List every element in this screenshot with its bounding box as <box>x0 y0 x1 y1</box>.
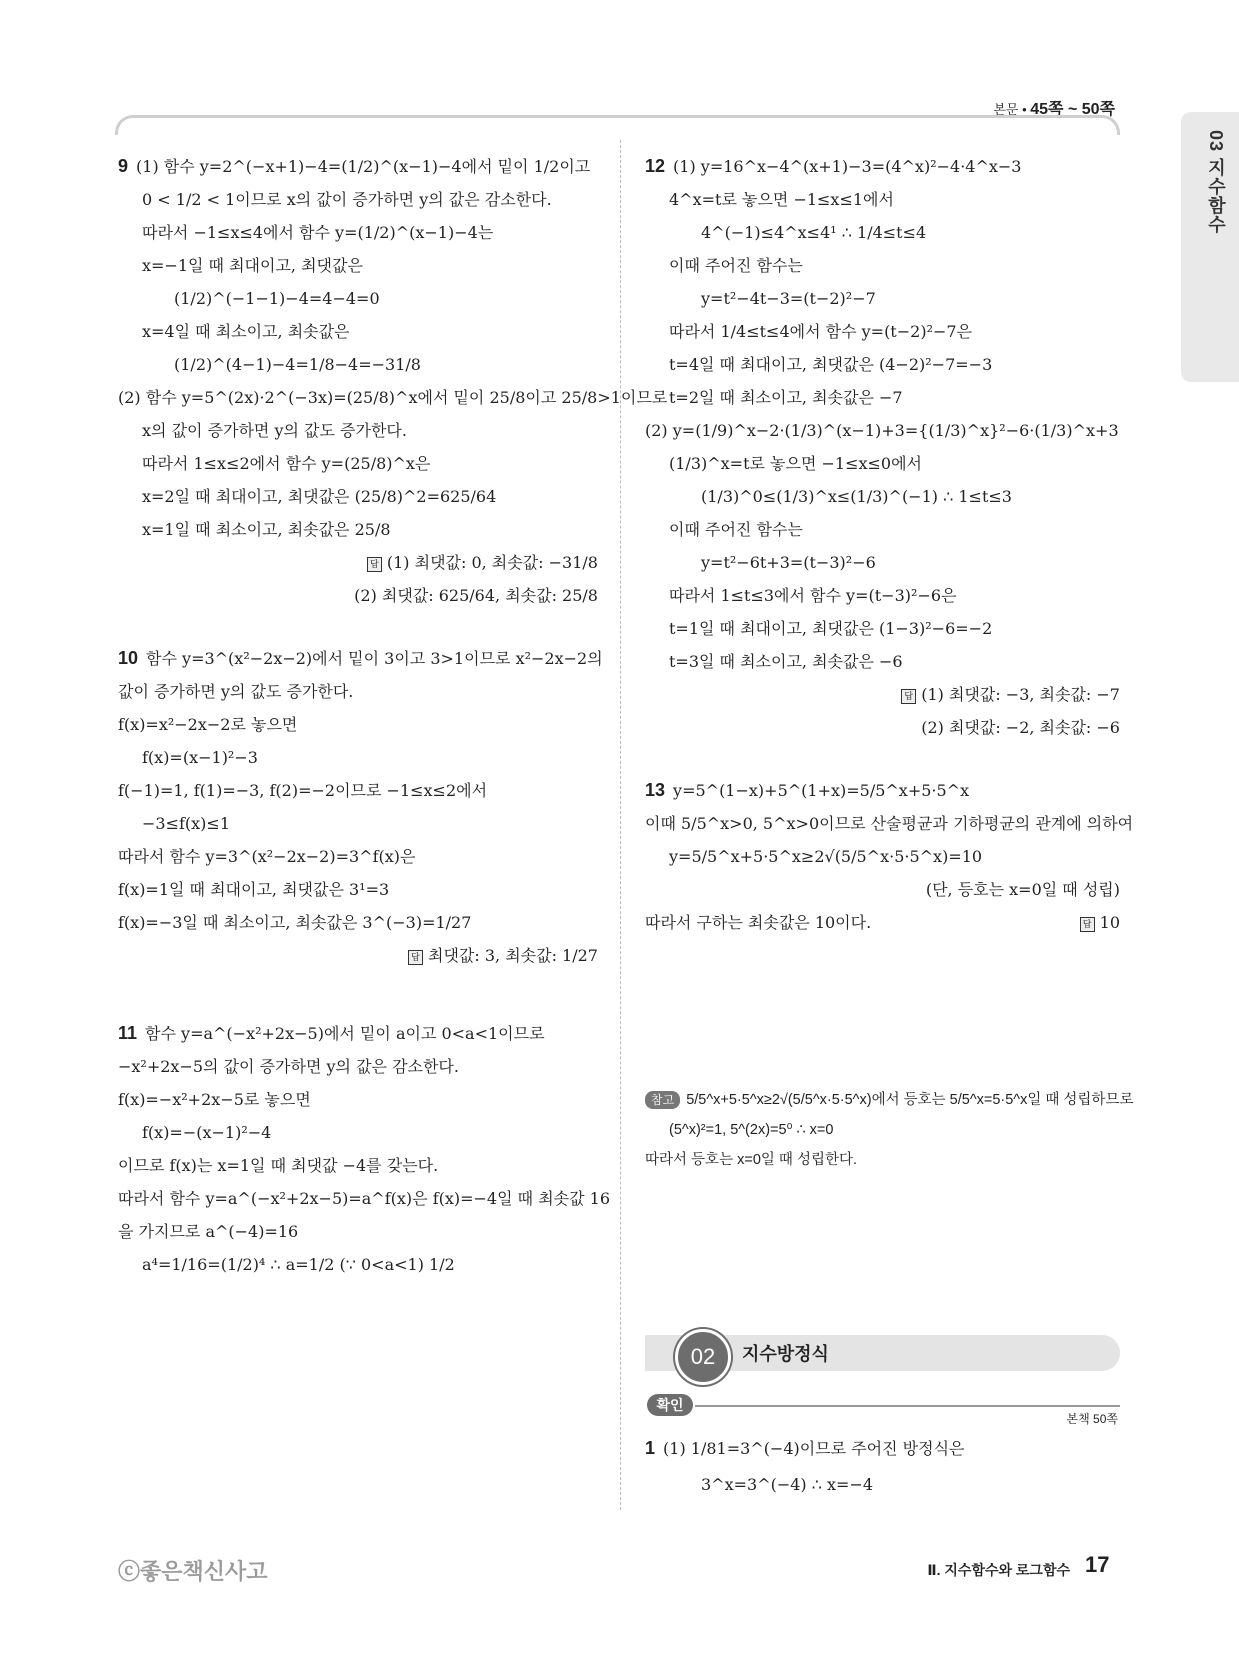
solution-line: 0 < 1/2 < 1이므로 x의 값이 증가하면 y의 값은 감소한다. <box>142 190 552 209</box>
solution-line: 을 가지므로 a^(−4)=16 <box>118 1222 299 1241</box>
answer-text: (1) 최댓값: 0, 최솟값: −31/8 <box>386 553 598 572</box>
solution-line: f(x)=−3일 때 최소이고, 최솟값은 3^(−3)=1/27 <box>118 913 472 932</box>
problem-10 <box>118 642 603 972</box>
solution-line: (1) 1/81=3^(−4)이므로 주어진 방정식은 <box>663 1439 965 1458</box>
solution-line: (1) 함수 y=2^(−x+1)−4=(1/2)^(x−1)−4에서 밑이 1/2이고 <box>136 157 591 176</box>
solution-line: f(x)=1일 때 최대이고, 최댓값은 3¹=3 <box>118 880 390 899</box>
answer-mark-icon: 답 <box>408 950 423 965</box>
solution-line: f(x)=−x²+2x−5로 놓으면 <box>118 1090 311 1109</box>
check-reference: 본책 50쪽 <box>1066 1412 1118 1426</box>
answer-text: (2) 최댓값: 625/64, 최솟값: 25/8 <box>354 586 598 605</box>
solution-line: x=1일 때 최소이고, 최솟값은 25/8 <box>142 520 391 539</box>
note-line: (5^x)²=1, 5^(2x)=5⁰ ∴ x=0 <box>669 1122 834 1138</box>
solution-line: 이때 주어진 함수는 <box>669 520 803 539</box>
solution-line: 3^x=3^(−4) ∴ x=−4 <box>701 1475 874 1494</box>
problem-number: 9 <box>118 156 129 176</box>
solution-line: f(x)=x²−2x−2로 놓으면 <box>118 715 298 734</box>
answer-text: (1) 최댓값: −3, 최솟값: −7 <box>921 685 1120 704</box>
solution-line: 함수 y=a^(−x²+2x−5)에서 밑이 a이고 0<a<1이므로 <box>145 1024 545 1043</box>
right-column <box>645 150 1134 939</box>
solution-line: 따라서 1/4≤t≤4에서 함수 y=(t−2)²−7은 <box>669 322 973 341</box>
solution-line: x=−1일 때 최대이고, 최댓값은 <box>142 256 363 275</box>
note-line: 따라서 등호는 x=0일 때 성립한다. <box>645 1152 858 1168</box>
solution-line: −3≤f(x)≤1 <box>142 814 231 833</box>
footer-chapter: Ⅱ. 지수함수와 로그함수 <box>927 1562 1070 1578</box>
check-rule <box>695 1405 1120 1407</box>
solution-line: f(x)=(x−1)²−3 <box>142 748 258 767</box>
publisher-logo: ⓒ좋은책신사고 <box>118 1559 268 1584</box>
solution-line: t=4일 때 최대이고, 최댓값은 (4−2)²−7=−3 <box>669 355 993 374</box>
answer-mark-icon: 답 <box>367 557 382 572</box>
solution-line: t=2일 때 최소이고, 최솟값은 −7 <box>669 388 903 407</box>
question-1 <box>645 1430 1120 1503</box>
solution-line: x의 값이 증가하면 y의 값도 증가한다. <box>142 421 407 440</box>
problem-number: 10 <box>118 648 139 668</box>
column-divider <box>620 140 621 1510</box>
solution-line: (1/3)^x=t로 놓으면 −1≤x≤0에서 <box>669 454 923 473</box>
solution-line: 따라서 함수 y=3^(x²−2x−2)=3^f(x)은 <box>118 847 416 866</box>
chapter-tab-label: 03 지수함수 <box>1206 130 1226 235</box>
solution-line: 4^(−1)≤4^x≤4¹ ∴ 1/4≤t≤4 <box>701 223 927 242</box>
page-reference-range: 45쪽 ~ 50쪽 <box>1030 101 1115 118</box>
solution-line: x=4일 때 최소이고, 최솟값은 <box>142 322 350 341</box>
page-number: 17 <box>1085 1552 1110 1577</box>
solution-line: 이때 주어진 함수는 <box>669 256 803 275</box>
answer-mark-icon: 답 <box>1080 917 1095 932</box>
answer-text: 최댓값: 3, 최솟값: 1/27 <box>428 946 598 965</box>
answer-line <box>118 939 598 972</box>
answer-line <box>118 546 598 579</box>
solution-line: a⁴=1/16=(1/2)⁴ ∴ a=1/2 (∵ 0<a<1) 1/2 <box>142 1255 455 1274</box>
problem-number: 1 <box>645 1438 656 1458</box>
check-badge: 확인 <box>647 1394 693 1416</box>
answer-line <box>118 579 598 612</box>
solution-line: 이때 5/5^x>0, 5^x>0이므로 산술평균과 기하평균의 관계에 의하여 <box>645 814 1134 833</box>
solution-line: 4^x=t로 놓으면 −1≤x≤1에서 <box>669 190 894 209</box>
solution-line: (2) 함수 y=5^(2x)·2^(−3x)=(25/8)^x에서 밑이 25/8이고 25/8>1이므로 <box>118 388 668 407</box>
solution-line: f(−1)=1, f(1)=−3, f(2)=−2이므로 −1≤x≤2에서 <box>118 781 488 800</box>
solution-line: (1/2)^(−1−1)−4=4−4=0 <box>174 289 380 308</box>
solution-line: 따라서 1≤t≤3에서 함수 y=(t−3)²−6은 <box>669 586 957 605</box>
problem-13 <box>645 774 1134 939</box>
solution-line: (단, 등호는 x=0일 때 성립) <box>925 880 1120 899</box>
solution-line: y=5^(1−x)+5^(1+x)=5/5^x+5·5^x <box>673 781 970 800</box>
solution-line: 따라서 −1≤x≤4에서 함수 y=(1/2)^(x−1)−4는 <box>142 223 494 242</box>
solution-line: y=t²−6t+3=(t−3)²−6 <box>701 553 876 572</box>
solution-line: 값이 증가하면 y의 값도 증가한다. <box>118 682 354 701</box>
chapter-tab <box>1181 112 1239 382</box>
solution-line: 이므로 f(x)는 x=1일 때 최댓값 −4를 갖는다. <box>118 1156 439 1175</box>
problem-number: 13 <box>645 780 666 800</box>
problem-number: 11 <box>118 1023 138 1043</box>
top-rule <box>115 115 1120 135</box>
problem-9 <box>118 150 668 612</box>
answer-text: (2) 최댓값: −2, 최솟값: −6 <box>921 718 1120 737</box>
answer-line <box>645 711 1120 744</box>
solution-line: (1/2)^(4−1)−4=1/8−4=−31/8 <box>174 355 421 374</box>
note-line: 5/5^x+5·5^x≥2√(5/5^x·5·5^x)에서 등호는 5/5^x=5·5^x일 때 성립하므로 <box>686 1092 1134 1108</box>
solution-line: x=2일 때 최대이고, 최댓값은 (25/8)^2=625/64 <box>142 487 497 506</box>
solution-line: 따라서 함수 y=a^(−x²+2x−5)=a^f(x)은 f(x)=−4일 때 최솟값 16 <box>118 1189 611 1208</box>
problem-11 <box>118 1017 611 1281</box>
note-badge: 참고 <box>645 1091 680 1109</box>
solution-line: y=5/5^x+5·5^x≥2√(5/5^x·5·5^x)=10 <box>669 847 983 866</box>
solution-line: (2) y=(1/9)^x−2·(1/3)^(x−1)+3={(1/3)^x}²−6·(1/3)^x+3 <box>645 421 1119 440</box>
answer-text: 10 <box>1099 913 1120 932</box>
solution-line: y=t²−4t−3=(t−2)²−7 <box>701 289 876 308</box>
note-box <box>645 1085 1134 1175</box>
solution-line: (1) y=16^x−4^(x+1)−3=(4^x)²−4·4^x−3 <box>673 157 1022 176</box>
solution-line: 함수 y=3^(x²−2x−2)에서 밑이 3이고 3>1이므로 x²−2x−2의 <box>146 649 603 668</box>
page-reference-label: 본문 • <box>993 102 1027 117</box>
solution-line: f(x)=−(x−1)²−4 <box>142 1123 272 1142</box>
solution-line: t=1일 때 최대이고, 최댓값은 (1−3)²−6=−2 <box>669 619 993 638</box>
answer-mark-icon: 답 <box>901 689 916 704</box>
problem-number: 12 <box>645 156 666 176</box>
solution-line: (1/3)^0≤(1/3)^x≤(1/3)^(−1) ∴ 1≤t≤3 <box>701 487 1012 506</box>
solution-line: 따라서 1≤x≤2에서 함수 y=(25/8)^x은 <box>142 454 431 473</box>
solution-line: t=3일 때 최소이고, 최솟값은 −6 <box>669 652 903 671</box>
section-title: 지수방정식 <box>742 1344 829 1364</box>
answer-line <box>645 678 1120 711</box>
solution-line: −x²+2x−5의 값이 증가하면 y의 값은 감소한다. <box>118 1057 459 1076</box>
problem-12 <box>645 150 1120 744</box>
section-number: 02 <box>675 1329 731 1385</box>
solution-line: 따라서 구하는 최솟값은 10이다. <box>645 913 872 932</box>
